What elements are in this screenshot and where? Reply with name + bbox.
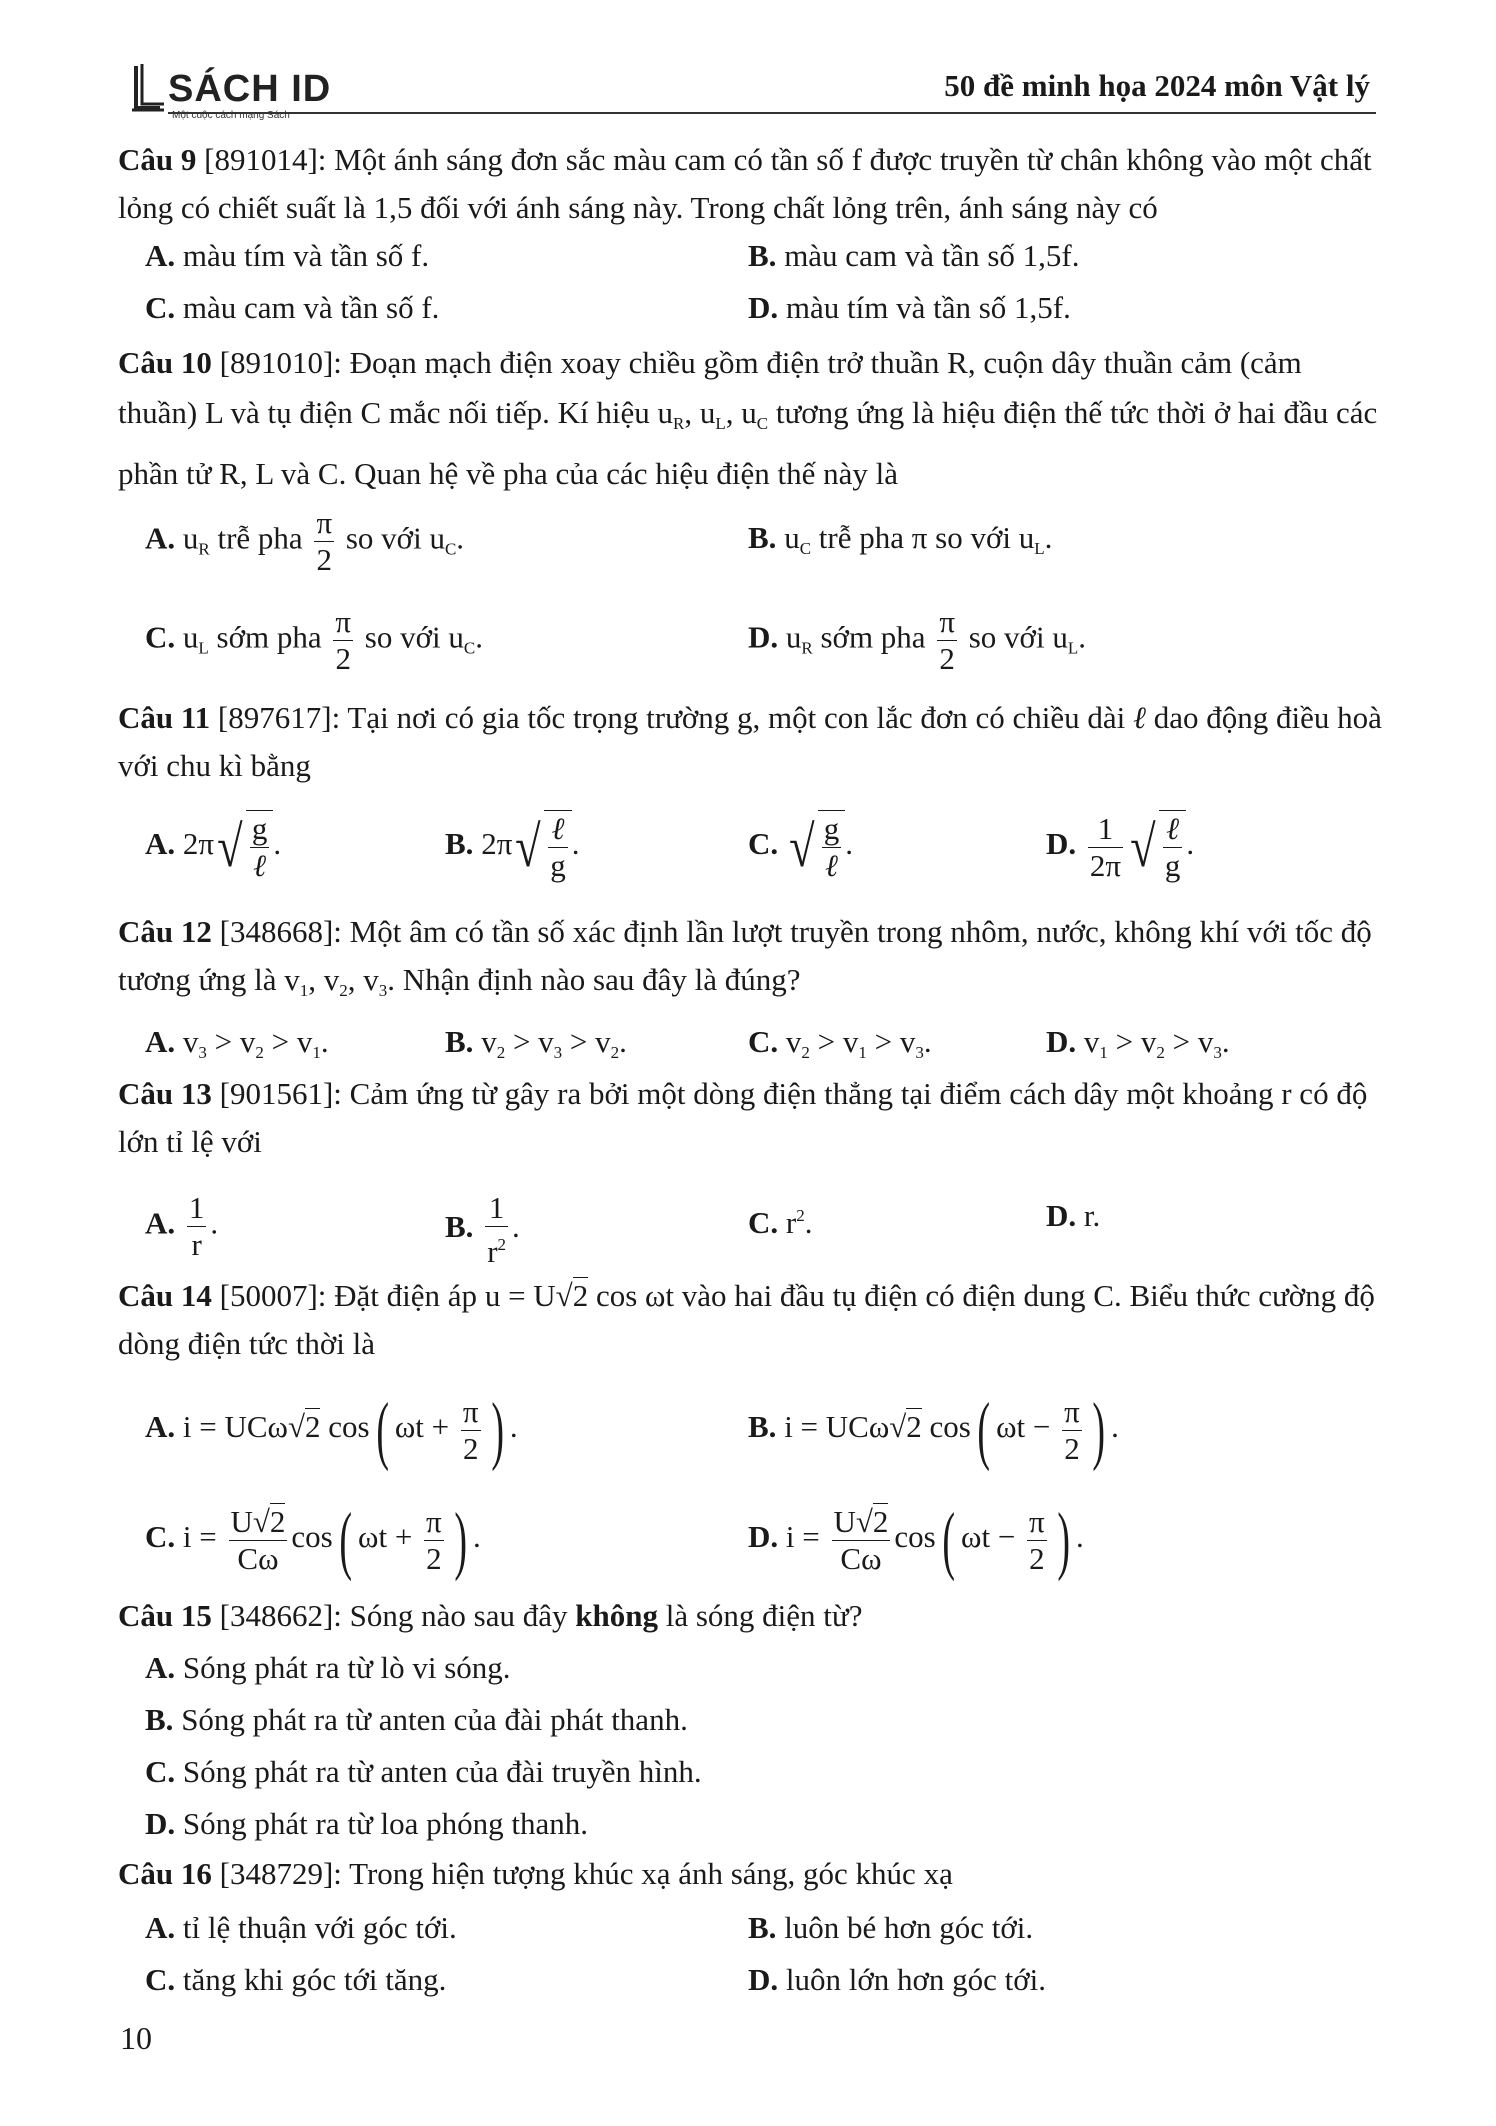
question-text: : Sóng nào sau đây	[333, 1598, 576, 1633]
question-label: Câu 15	[118, 1598, 212, 1633]
question-label: Câu 9	[118, 142, 197, 177]
q15-option-c: C. Sóng phát ra từ anten của đài truyền hình.	[145, 1754, 702, 1789]
book-logo-icon	[130, 62, 170, 114]
q15-option-d: D. Sóng phát ra từ loa phóng thanh.	[145, 1806, 588, 1841]
question-text: . Nhận định nào sau đây là đúng?	[387, 962, 801, 997]
q14-option-a: A. i = UCω√2 cos( ωt + $\frac{\pi}{2}$ ) .	[145, 1388, 518, 1472]
question-label: Câu 11	[118, 700, 211, 735]
q12-option-d: D. $v_1 > v_2 > v_3$.	[1046, 1024, 1230, 1062]
question-id: [348668]	[219, 914, 334, 949]
header-title: 50 đề minh họa 2024 môn Vật lý	[944, 68, 1370, 103]
question-text: : Đặt điện áp	[317, 1278, 485, 1313]
q15-option-b: B. Sóng phát ra từ anten của đài phát thanh.	[145, 1702, 688, 1737]
q11-option-b: B. 2π√ $\frac{\text{ℓ}}{g}$ .	[445, 811, 580, 883]
question-11: Câu 11 [897617]: Tại nơi có gia tốc trọng trường g, một con lắc đơn có chiều dài ℓ dao động điều hoà với chu kì bằng	[118, 700, 1382, 783]
question-text: dao động điều hoà với chu kì bằng	[118, 700, 1382, 783]
q11-option-a: A. 2π√ $\frac{g}{\text{ℓ}}$ .	[145, 811, 282, 883]
q14-option-b: B. i = UCω√2 cos( ωt − $\frac{\pi}{2}$ ) .	[748, 1388, 1119, 1472]
q16-option-b: B. luôn bé hơn góc tới.	[748, 1910, 1034, 1945]
question-text: : Một âm có tần số xác định lần lượt truyền trong nhôm, nước, không khí với tốc độ tương ứng là	[118, 914, 1372, 997]
q9-option-b: B. màu cam và tần số 1,5f.	[748, 238, 1080, 273]
question-15	[118, 1592, 1386, 1640]
page-number: 10	[120, 2020, 152, 2056]
question-text: : Trong hiện tượng khúc xạ ánh sáng, góc khúc xạ	[333, 1856, 953, 1891]
header-divider	[168, 112, 1376, 114]
q10-option-a: A. $u_R$ trễ pha $\frac{\pi}{2}$ so với $u_C$.	[145, 505, 465, 577]
q9-option-c: C. màu cam và tần số f.	[145, 290, 440, 325]
question-label: Câu 12	[118, 914, 212, 949]
q15-option-a: A. Sóng phát ra từ lò vi sóng.	[145, 1650, 511, 1685]
question-label: Câu 14	[118, 1278, 212, 1313]
question-text: tương ứng là hiệu điện thế tức thời ở hai đầu các phần tử R, L và C. Quan hệ về pha của các hiệu điện thế này là	[118, 395, 1378, 491]
q13-option-c: C. $r^2$.	[748, 1205, 813, 1240]
question-text: vào hai đầu tụ điện có điện dung C. Biểu thức cường độ dòng điện tức thời là	[118, 1278, 1375, 1361]
question-id: [901561]	[219, 1076, 334, 1111]
question-9	[118, 136, 1386, 232]
q10-option-c: C. $u_L$ sớm pha $\frac{\pi}{2}$ so với $u_C$.	[145, 604, 483, 676]
question-13	[118, 1070, 1386, 1166]
logo-tagline: Một cuộc cách mạng Sách	[172, 110, 290, 121]
question-text: là sóng điện từ?	[657, 1598, 863, 1633]
question-emphasis: không	[575, 1598, 658, 1633]
question-text: : Tại nơi có gia tốc trọng trường g, một con lắc đơn có chiều dài	[331, 700, 1134, 735]
q12-option-a: A. $v_3 > v_2 > v_1$.	[145, 1024, 329, 1062]
question-10: Câu 10 [891010]: Đoạn mạch điện xoay chiều gồm điện trở thuần R, cuộn dây thuần cảm (cảm thuần) L và tụ điện C mắc nối tiếp. Kí hiệu $u_R$, $u_L$, $u_C$ tương ứng là hiệu điện thế tức thời ở hai đầu các phần tử R, L và C. Quan hệ về pha của các hiệu điện thế này là	[118, 345, 1378, 491]
q13-option-d: D. r.	[1046, 1198, 1101, 1233]
q16-option-d: D. luôn lớn hơn góc tới.	[748, 1962, 1047, 1997]
question-id: [897617]	[217, 700, 332, 735]
q11-option-d: D. $\frac{1}{2\pi}$ √ $\frac{\text{ℓ}}{g}$ .	[1046, 810, 1195, 883]
q11-option-c: C. √ $\frac{g}{\text{ℓ}}$ .	[748, 811, 853, 883]
question-id: [348729]	[219, 1856, 334, 1891]
q13-option-a: A. $\frac{1}{r}$ .	[145, 1190, 219, 1262]
q10-option-d: D. $u_R$ sớm pha $\frac{\pi}{2}$ so với $u_L$.	[748, 604, 1086, 676]
logo-text: SÁCH ID	[168, 68, 332, 110]
q14-option-d: D. i = $\frac{U√2}{C\omega}$ cos( ωt − $\frac{\pi}{2}$ ) .	[748, 1498, 1084, 1582]
q9-option-a: A. màu tím và tần số f.	[145, 238, 430, 273]
question-id: [891010]	[219, 345, 334, 380]
question-label: Câu 10	[118, 345, 212, 380]
question-text: : Một ánh sáng đơn sắc màu cam có tần số f được truyền từ chân không vào một chất lỏng có chiết suất là 1,5 đối với ánh sáng này. Trong chất lỏng trên, ánh sáng này có	[118, 142, 1372, 225]
q16-option-c: C. tăng khi góc tới tăng.	[145, 1962, 447, 1997]
q12-option-b: B. $v_2 > v_3 > v_2$.	[445, 1024, 627, 1062]
question-16	[118, 1850, 1386, 1898]
q12-option-c: C. $v_2 > v_1 > v_3$.	[748, 1024, 932, 1062]
question-text: : Đoạn mạch điện xoay chiều gồm điện trở thuần R, cuộn dây thuần cảm (cảm thuần) L và tụ điện C mắc nối tiếp. Kí hiệu	[118, 345, 1302, 430]
question-id: [891014]	[204, 142, 318, 177]
question-id: [50007]	[219, 1278, 318, 1313]
q9-option-d: D. màu tím và tần số 1,5f.	[748, 290, 1071, 325]
question-12: Câu 12 [348668]: Một âm có tần số xác định lần lượt truyền trong nhôm, nước, không khí với tốc độ tương ứng là $v_1$, $v_2$, $v_3$. Nhận định nào sau đây là đúng?	[118, 914, 1372, 1000]
question-14: Câu 14 [50007]: Đặt điện áp u = U√2 cos ωt vào hai đầu tụ điện có điện dung C. Biểu thức cường độ dòng điện tức thời là	[118, 1278, 1375, 1361]
question-label: Câu 13	[118, 1076, 212, 1111]
question-id: [348662]	[219, 1598, 334, 1633]
q14-option-c: C. i = $\frac{U√2}{C\omega}$ cos( ωt + $\frac{\pi}{2}$ ) .	[145, 1498, 481, 1582]
q13-option-b: B. $\frac{1}{r^2}$ .	[445, 1190, 520, 1269]
question-label: Câu 16	[118, 1856, 212, 1891]
q10-option-b: B. $u_C$ trễ pha π so với $u_L$.	[748, 520, 1053, 558]
question-text: : Cảm ứng từ gây ra bởi một dòng điện thẳng tại điểm cách dây một khoảng r có độ lớn tỉ lệ với	[118, 1076, 1368, 1159]
q16-option-a: A. tỉ lệ thuận với góc tới.	[145, 1910, 457, 1945]
